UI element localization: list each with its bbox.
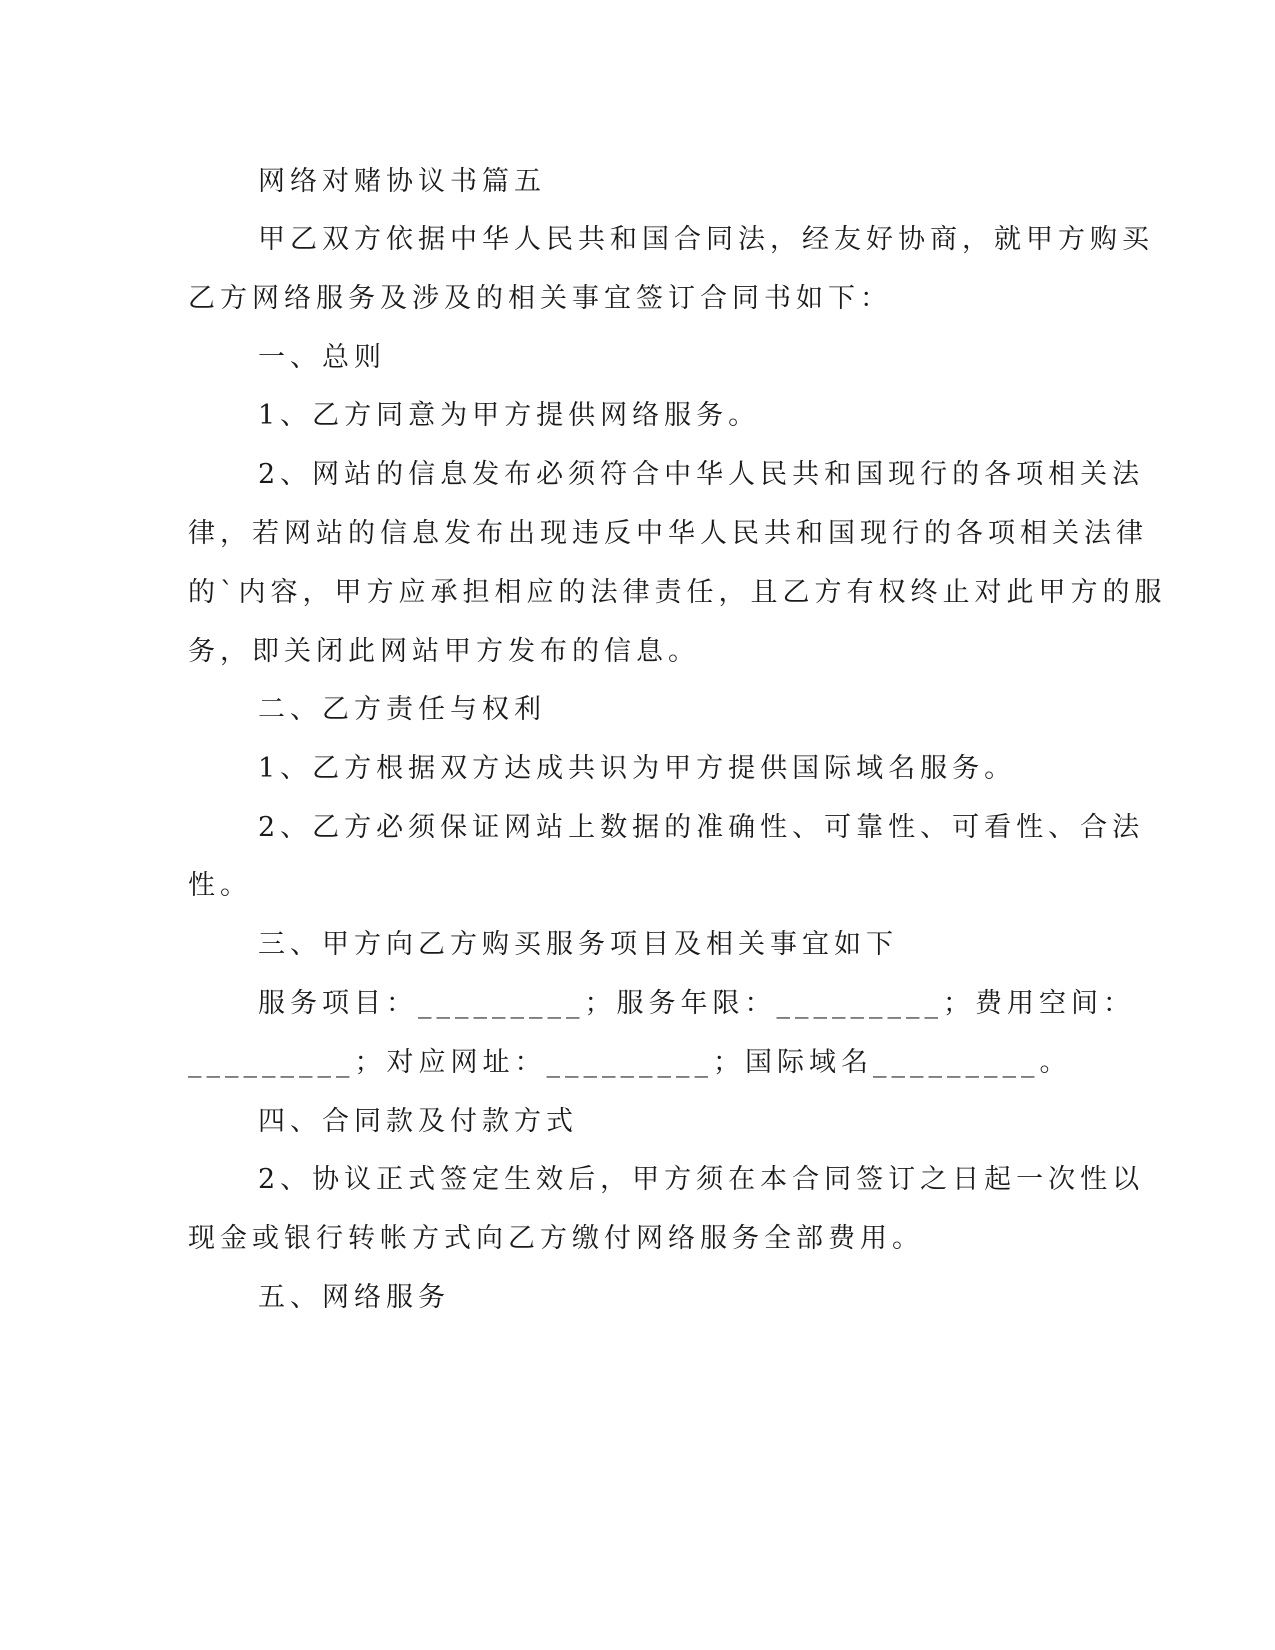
clause-text: 2、协议正式签定生效后，甲方须在本合同签订之日起一次性以 bbox=[258, 1164, 1145, 1195]
intro-paragraph-line: 甲乙双方依据中华人民共和国合同法，经友好协商，就甲方购买 bbox=[258, 224, 1154, 255]
section-heading-party-b: 二、乙方责任与权利 bbox=[258, 694, 546, 725]
fill-in-fields-line: 服务项目：_________；服务年限：_________；费用空间： bbox=[258, 988, 1135, 1019]
clause-text: 务，即关闭此网站甲方发布的信息。 bbox=[188, 636, 700, 667]
section-heading-payment: 四、合同款及付款方式 bbox=[258, 1106, 578, 1137]
clause-text: 性。 bbox=[188, 870, 252, 901]
section-heading-services: 三、甲方向乙方购买服务项目及相关事宜如下 bbox=[258, 929, 898, 960]
clause-text: 律，若网站的信息发布出现违反中华人民共和国现行的各项相关法律 bbox=[188, 518, 1148, 549]
clause-text: 现金或银行转帐方式向乙方缴付网络服务全部费用。 bbox=[188, 1223, 924, 1254]
clause-text: 2、网站的信息发布必须符合中华人民共和国现行的各项相关法 bbox=[258, 459, 1145, 490]
section-heading-network-service: 五、网络服务 bbox=[258, 1282, 450, 1313]
section-heading-general: 一、总则 bbox=[258, 342, 386, 373]
fill-in-fields-line: _________；对应网址：_________；国际域名_________。 bbox=[188, 1047, 1072, 1078]
document-title: 网络对赌协议书篇五 bbox=[258, 166, 546, 197]
intro-paragraph-line: 乙方网络服务及涉及的相关事宜签订合同书如下： bbox=[188, 283, 892, 314]
clause-text: 1、乙方根据双方达成共识为甲方提供国际域名服务。 bbox=[258, 753, 1017, 784]
clause-text: 2、乙方必须保证网站上数据的准确性、可靠性、可看性、合法 bbox=[258, 812, 1145, 843]
clause-text: 1、乙方同意为甲方提供网络服务。 bbox=[258, 400, 761, 431]
clause-text: 的`内容，甲方应承担相应的法律责任，且乙方有权终止对此甲方的服 bbox=[188, 577, 1167, 608]
